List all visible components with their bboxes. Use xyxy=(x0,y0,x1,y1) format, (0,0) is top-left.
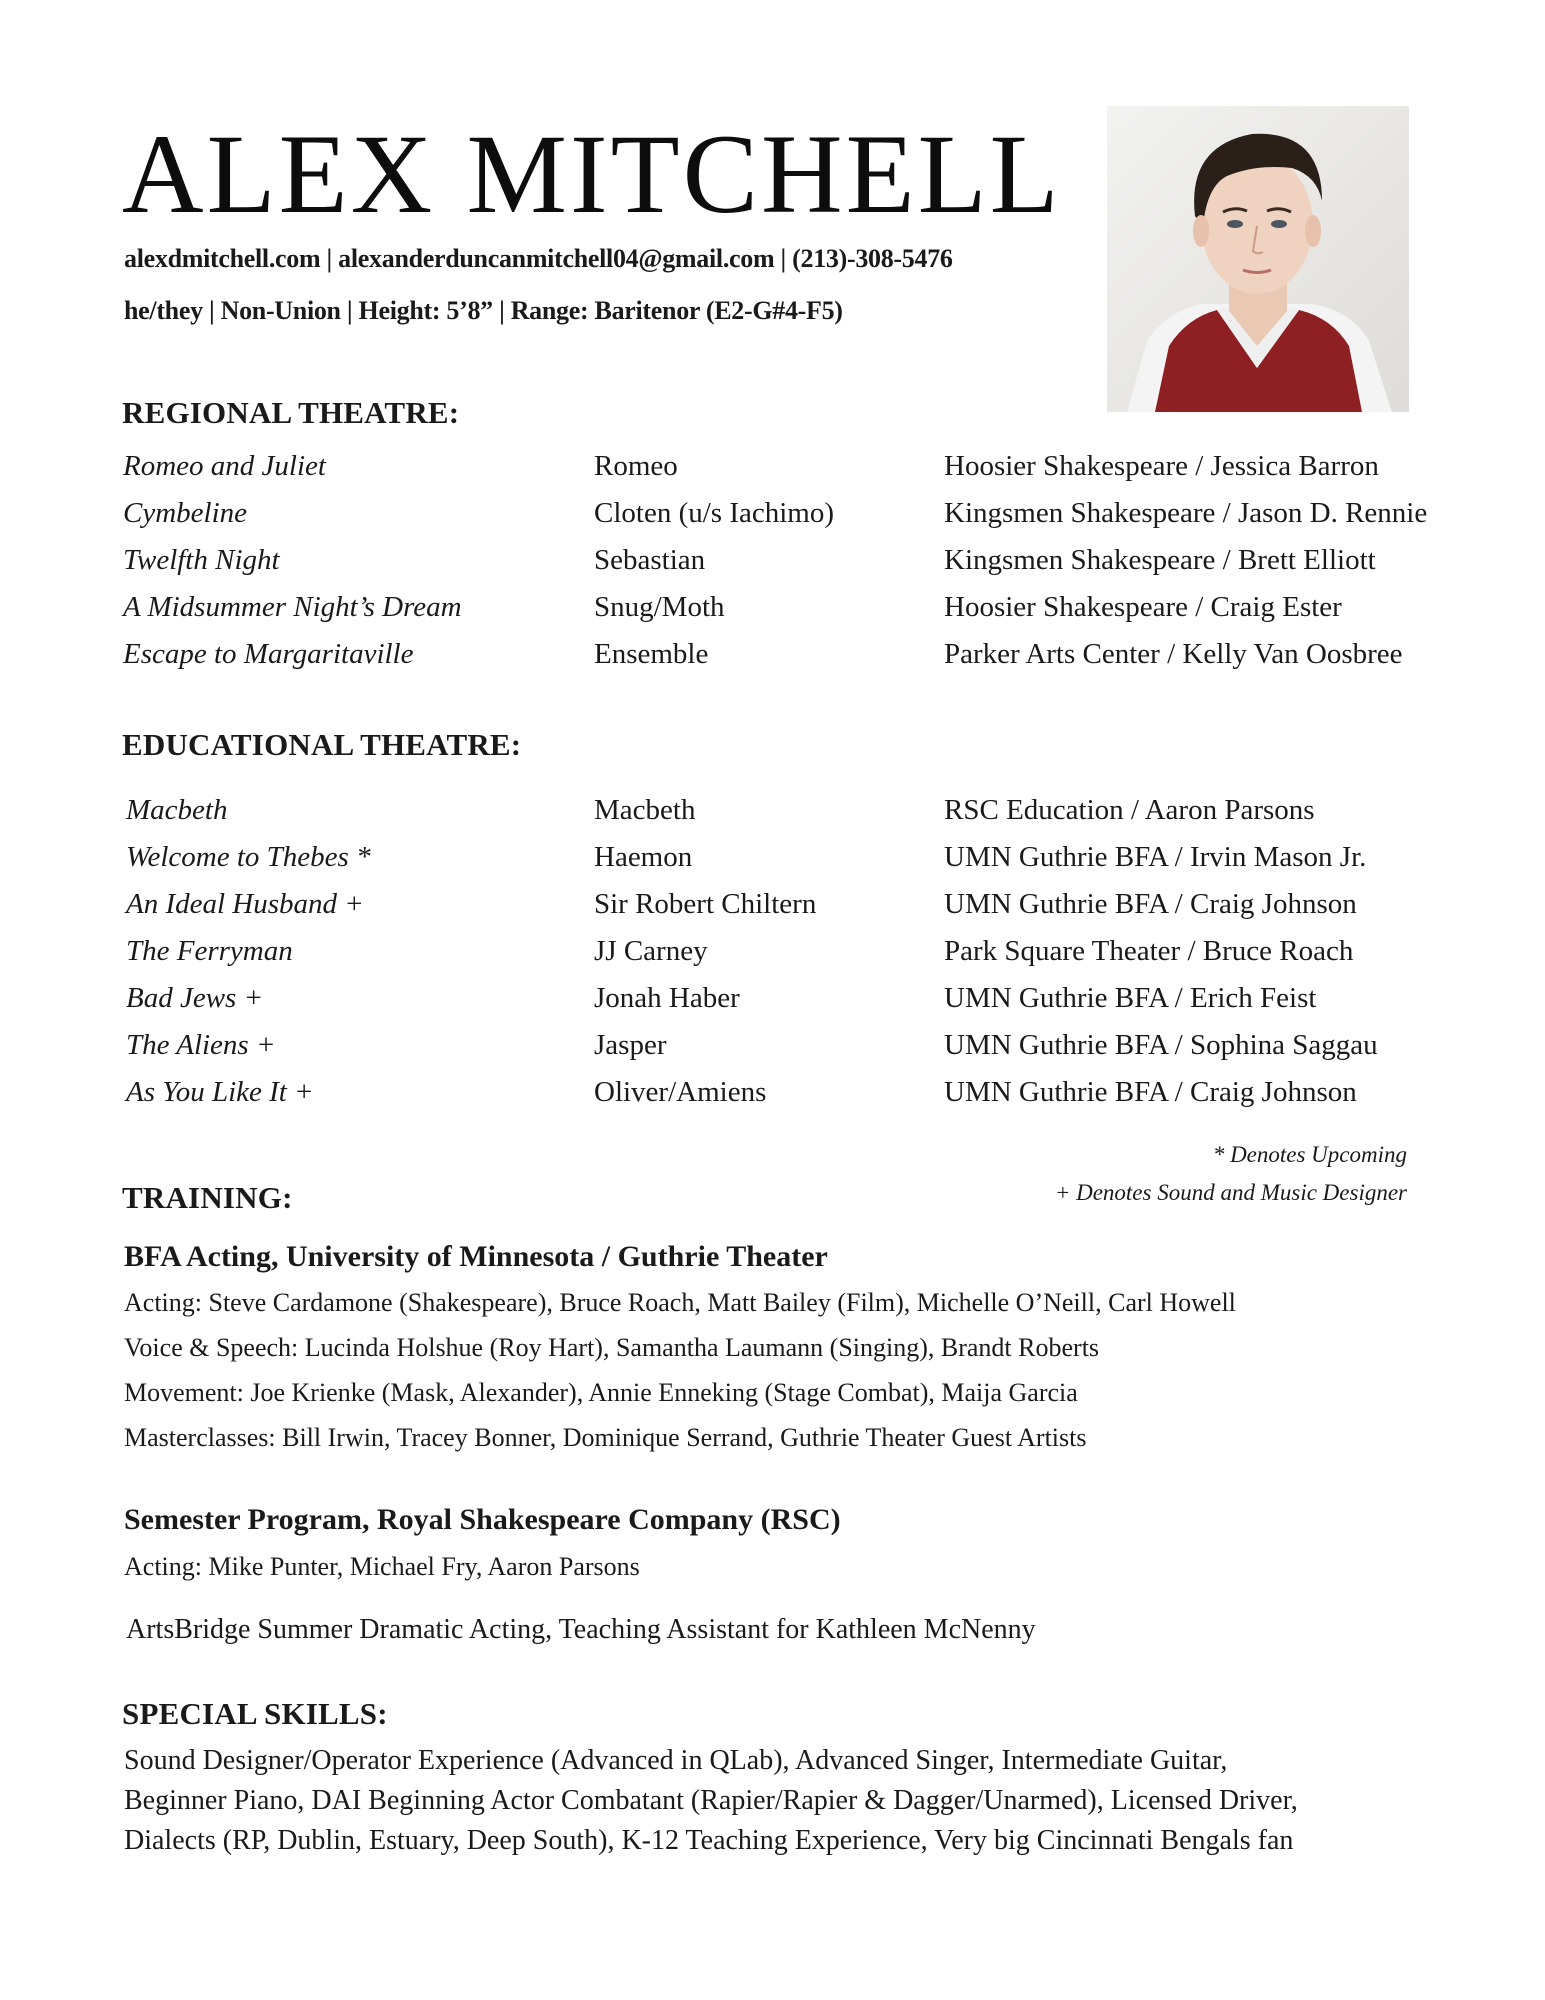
role: Jasper xyxy=(594,1029,667,1061)
credit-row xyxy=(0,544,1545,584)
role: Sir Robert Chiltern xyxy=(594,888,817,920)
educational-theatre-heading: EDUCATIONAL THEATRE: xyxy=(122,727,522,762)
details-line: he/they | Non-Union | Height: 5’8” | Range: Baritenor (E2-G#4-F5) xyxy=(124,296,843,325)
role: Haemon xyxy=(594,841,693,873)
company-director: UMN Guthrie BFA / Sophina Saggau xyxy=(944,1029,1378,1061)
role: Jonah Haber xyxy=(594,982,740,1014)
headshot-photo xyxy=(1107,106,1409,412)
credit-row xyxy=(0,450,1545,490)
training-line: Acting: Mike Punter, Michael Fry, Aaron Parsons xyxy=(124,1552,640,1581)
show-title: The Aliens + xyxy=(126,1029,276,1061)
company-director: Kingsmen Shakespeare / Brett Elliott xyxy=(944,544,1376,576)
show-title: Escape to Margaritaville xyxy=(123,638,414,670)
training-line: Acting: Steve Cardamone (Shakespeare), Bruce Roach, Matt Bailey (Film), Michelle O’Neill, Carl Howell xyxy=(124,1288,1236,1317)
special-skills-heading: SPECIAL SKILLS: xyxy=(122,1696,388,1731)
show-title: Cymbeline xyxy=(123,497,248,529)
company-director: Parker Arts Center / Kelly Van Oosbree xyxy=(944,638,1403,670)
show-title: A Midsummer Night’s Dream xyxy=(123,591,462,623)
company-director: Kingsmen Shakespeare / Jason D. Rennie xyxy=(944,497,1428,529)
role: Ensemble xyxy=(594,638,709,670)
contact-line: alexdmitchell.com | alexanderduncanmitchell04@gmail.com | (213)-308-5476 xyxy=(124,244,953,273)
rsc-program-title: Semester Program, Royal Shakespeare Company (RSC) xyxy=(124,1503,841,1536)
name-heading: ALEX MITCHELL xyxy=(122,112,1062,237)
company-director: UMN Guthrie BFA / Craig Johnson xyxy=(944,888,1357,920)
credit-row xyxy=(0,935,1545,975)
training-line: Voice & Speech: Lucinda Holshue (Roy Hart), Samantha Laumann (Singing), Brandt Roberts xyxy=(124,1333,1100,1362)
designer-note: + Denotes Sound and Music Designer xyxy=(1054,1180,1407,1205)
company-director: RSC Education / Aaron Parsons xyxy=(944,794,1315,826)
show-title: Twelfth Night xyxy=(123,544,280,576)
role: Oliver/Amiens xyxy=(594,1076,767,1108)
role: JJ Carney xyxy=(594,935,708,967)
show-title: Macbeth xyxy=(126,794,228,826)
role: Romeo xyxy=(594,450,678,482)
credit-row xyxy=(0,982,1545,1022)
credit-row xyxy=(0,841,1545,881)
company-director: UMN Guthrie BFA / Erich Feist xyxy=(944,982,1317,1014)
credit-row xyxy=(0,888,1545,928)
skills-line: Sound Designer/Operator Experience (Advanced in QLab), Advanced Singer, Intermediate Guitar, xyxy=(124,1745,1228,1776)
training-line: Movement: Joe Krienke (Mask, Alexander), Annie Enneking (Stage Combat), Maija Garcia xyxy=(124,1378,1078,1407)
training-line: Masterclasses: Bill Irwin, Tracey Bonner, Dominique Serrand, Guthrie Theater Guest Artists xyxy=(124,1423,1087,1452)
skills-line: Dialects (RP, Dublin, Estuary, Deep South), K-12 Teaching Experience, Very big Cincinnati Bengals fan xyxy=(124,1825,1294,1856)
role: Snug/Moth xyxy=(594,591,725,623)
company-director: Hoosier Shakespeare / Craig Ester xyxy=(944,591,1342,623)
credit-row xyxy=(0,591,1545,631)
show-title: An Ideal Husband + xyxy=(126,888,364,920)
bfa-program-title: BFA Acting, University of Minnesota / Guthrie Theater xyxy=(124,1240,828,1273)
training-heading: TRAINING: xyxy=(122,1180,293,1215)
company-director: Hoosier Shakespeare / Jessica Barron xyxy=(944,450,1379,482)
company-director: UMN Guthrie BFA / Irvin Mason Jr. xyxy=(944,841,1367,873)
show-title: Bad Jews + xyxy=(126,982,264,1014)
show-title: Romeo and Juliet xyxy=(123,450,326,482)
role: Macbeth xyxy=(594,794,696,826)
upcoming-note: * Denotes Upcoming xyxy=(1212,1142,1407,1167)
credit-row xyxy=(0,497,1545,537)
role: Sebastian xyxy=(594,544,706,576)
skills-line: Beginner Piano, DAI Beginning Actor Combatant (Rapier/Rapier & Dagger/Unarmed), Licensed Driver, xyxy=(124,1785,1298,1816)
company-director: UMN Guthrie BFA / Craig Johnson xyxy=(944,1076,1357,1108)
credit-row xyxy=(0,794,1545,834)
show-title: As You Like It + xyxy=(126,1076,314,1108)
artsbridge-line: ArtsBridge Summer Dramatic Acting, Teaching Assistant for Kathleen McNenny xyxy=(126,1614,1036,1645)
role: Cloten (u/s Iachimo) xyxy=(594,497,835,529)
company-director: Park Square Theater / Bruce Roach xyxy=(944,935,1354,967)
credit-row xyxy=(0,1076,1545,1116)
show-title: The Ferryman xyxy=(126,935,293,967)
credit-row xyxy=(0,638,1545,678)
credit-row xyxy=(0,1029,1545,1069)
regional-theatre-heading: REGIONAL THEATRE: xyxy=(122,395,460,430)
show-title: Welcome to Thebes * xyxy=(126,841,371,873)
